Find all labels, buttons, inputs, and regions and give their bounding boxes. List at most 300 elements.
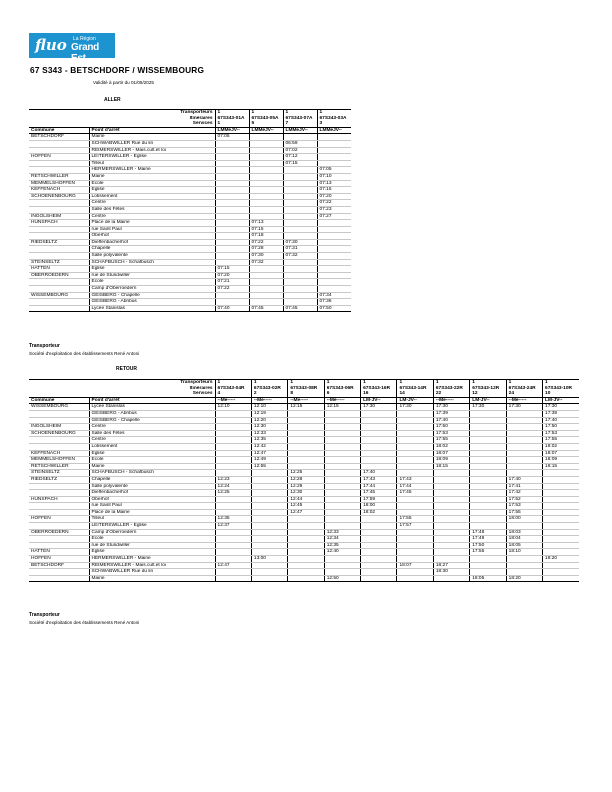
row-time	[506, 562, 542, 569]
row-time	[397, 575, 433, 582]
row-time	[433, 542, 469, 549]
row-commune	[29, 536, 89, 543]
column-header-row	[29, 127, 351, 134]
row-time	[288, 529, 324, 536]
row-commune	[29, 226, 89, 233]
course-transporteur: 1	[361, 380, 397, 386]
course-transporteur: 1	[433, 380, 469, 386]
row-commune	[29, 417, 89, 424]
course-itineraire: 67S343-03A	[317, 116, 351, 122]
column-header-point: Point d'arrêt	[89, 397, 215, 404]
row-time	[283, 180, 317, 187]
course-number: 12	[470, 391, 506, 397]
row-stop: Ecole	[89, 457, 215, 464]
table-row	[29, 253, 351, 260]
row-time	[361, 549, 397, 556]
row-time	[215, 160, 249, 167]
row-time	[283, 134, 317, 141]
table-row	[29, 266, 351, 273]
row-time	[324, 523, 360, 530]
row-time: 18:02	[433, 443, 469, 450]
row-time	[361, 424, 397, 431]
row-time	[543, 536, 579, 543]
row-time: 07:02	[283, 147, 317, 154]
row-time: 18:10	[506, 549, 542, 556]
row-time	[317, 286, 351, 293]
table-row	[29, 549, 579, 556]
table-row	[29, 299, 351, 306]
course-service-days: --Me-----	[506, 397, 542, 404]
row-time	[506, 556, 542, 563]
row-time: 07:31	[283, 246, 317, 253]
row-time	[506, 417, 542, 424]
course-service-days: LM-JV--	[543, 397, 579, 404]
row-commune: OBERROEDERN	[29, 272, 89, 279]
row-time	[317, 279, 351, 286]
row-time	[288, 536, 324, 543]
row-time	[317, 134, 351, 141]
row-time	[470, 430, 506, 437]
row-time	[317, 140, 351, 147]
course-transporteur: 1	[215, 110, 249, 116]
operator-name-retour: Société d'exploitation des établissements René Antoni	[29, 620, 140, 625]
row-stop: rue de Stundwiller	[89, 272, 215, 279]
row-time	[361, 437, 397, 444]
course-number: 14	[397, 391, 433, 397]
row-time	[506, 470, 542, 477]
course-transporteur: 1	[397, 380, 433, 386]
row-time: 07:22	[249, 239, 283, 246]
row-time	[283, 292, 317, 299]
row-time	[215, 292, 249, 299]
row-time: 07:34	[317, 292, 351, 299]
table-row	[29, 437, 579, 444]
row-time	[470, 476, 506, 483]
row-time	[288, 523, 324, 530]
row-time: 17:48	[470, 529, 506, 536]
row-time	[324, 483, 360, 490]
table-row	[29, 509, 579, 516]
row-time	[215, 200, 249, 207]
row-time: 07:15	[249, 226, 283, 233]
row-time: 17:30	[433, 404, 469, 411]
row-time: 12:25	[288, 470, 324, 477]
row-commune	[29, 147, 89, 154]
row-time: 12:44	[288, 496, 324, 503]
row-time	[543, 542, 579, 549]
row-time	[470, 569, 506, 576]
row-time: 18:00	[361, 503, 397, 510]
row-time	[433, 509, 469, 516]
column-header-commune: Commune	[29, 127, 89, 134]
course-service-days: --Me-----	[433, 397, 469, 404]
row-commune	[29, 200, 89, 207]
row-time: 07:23	[317, 206, 351, 213]
row-time	[215, 529, 251, 536]
row-commune	[29, 305, 89, 312]
table-row	[29, 410, 579, 417]
row-time	[283, 187, 317, 194]
row-time	[470, 457, 506, 464]
row-commune	[29, 410, 89, 417]
row-time	[215, 259, 249, 266]
row-time: 18:07	[397, 562, 433, 569]
row-time	[361, 457, 397, 464]
row-time: 07:50	[317, 305, 351, 312]
row-time	[317, 220, 351, 227]
row-time: 12:34	[324, 536, 360, 543]
header-label-transporteurs: Transporteurs	[29, 110, 215, 116]
row-time: 07:27	[317, 213, 351, 220]
row-time: 17:30	[361, 404, 397, 411]
row-time	[249, 266, 283, 273]
course-transporteur: 1	[324, 380, 360, 386]
row-time	[543, 549, 579, 556]
row-time	[215, 536, 251, 543]
row-time	[324, 509, 360, 516]
row-time: 12:45	[288, 503, 324, 510]
row-time	[215, 430, 251, 437]
aller-timetable	[29, 109, 351, 312]
row-time	[361, 463, 397, 470]
validity-date: Validité à partir du 01/09/2025	[93, 80, 154, 85]
row-commune	[29, 483, 89, 490]
row-time	[470, 496, 506, 503]
row-time: 12:55	[251, 463, 287, 470]
row-stop: Ecole	[89, 279, 215, 286]
course-service-days: LMMeJV--	[249, 127, 283, 134]
row-time: 18:00	[506, 516, 542, 523]
row-time	[288, 569, 324, 576]
row-time	[397, 470, 433, 477]
table-row	[29, 536, 579, 543]
row-time	[324, 410, 360, 417]
row-time	[249, 180, 283, 187]
row-time	[397, 424, 433, 431]
fluo-grand-est-logo	[29, 33, 115, 64]
row-time	[543, 509, 579, 516]
row-commune: WISSEMBOURG	[29, 404, 89, 411]
row-time	[361, 410, 397, 417]
row-time	[433, 483, 469, 490]
row-commune: INGOLSHEIM	[29, 424, 89, 431]
row-time	[215, 410, 251, 417]
row-time: 12:47	[215, 562, 251, 569]
row-time: 18:05	[506, 542, 542, 549]
table-row	[29, 463, 579, 470]
row-time: 07:22	[317, 200, 351, 207]
row-time	[215, 206, 249, 213]
course-number: 16	[361, 391, 397, 397]
row-time: 17:39	[433, 410, 469, 417]
row-time: 07:40	[215, 305, 249, 312]
row-time: 17:42	[506, 490, 542, 497]
row-time	[288, 542, 324, 549]
row-time	[361, 542, 397, 549]
row-time	[249, 147, 283, 154]
row-time: 12:30	[288, 490, 324, 497]
row-time	[470, 417, 506, 424]
table-row	[29, 233, 351, 240]
row-time	[283, 233, 317, 240]
row-stop: Chapelle	[89, 246, 215, 253]
row-time	[543, 496, 579, 503]
row-time: 17:43	[361, 476, 397, 483]
row-time	[288, 549, 324, 556]
row-time	[324, 470, 360, 477]
row-time	[215, 213, 249, 220]
row-time	[470, 503, 506, 510]
table-row	[29, 516, 579, 523]
row-time	[283, 220, 317, 227]
row-time: 17:40	[361, 470, 397, 477]
table-row	[29, 523, 579, 530]
row-stop: Mairie	[89, 173, 215, 180]
row-time	[324, 450, 360, 457]
row-stop: Lycée Stanislas	[89, 305, 215, 312]
row-stop: HERMERSWILLER - Mairie	[89, 556, 215, 563]
row-time	[361, 536, 397, 543]
row-stop: GEISBERG - Chapelle	[89, 417, 215, 424]
table-row	[29, 206, 351, 213]
row-time: 17:30	[470, 404, 506, 411]
row-time	[324, 503, 360, 510]
course-service-days: LMMeJV--	[283, 127, 317, 134]
row-time	[215, 496, 251, 503]
row-commune: HATTEN	[29, 266, 89, 273]
course-itineraire: 67S343-10R	[543, 386, 579, 392]
column-header-row	[29, 397, 579, 404]
row-stop: Dieffenbacherhof	[89, 490, 215, 497]
table-row	[29, 187, 351, 194]
table-row	[29, 220, 351, 227]
row-time	[251, 529, 287, 536]
row-time	[324, 490, 360, 497]
row-time: 12:20	[251, 417, 287, 424]
row-time	[506, 457, 542, 464]
logo-region-big: Grand Est	[71, 42, 99, 64]
row-time	[251, 503, 287, 510]
row-time	[397, 503, 433, 510]
row-time	[543, 523, 579, 530]
course-transporteur: 1	[215, 380, 251, 386]
row-commune	[29, 160, 89, 167]
row-time: 07:21	[215, 279, 249, 286]
row-commune: RETSCHWILLER	[29, 173, 89, 180]
row-stop: Ecole	[89, 536, 215, 543]
table-row	[29, 286, 351, 293]
row-time	[249, 134, 283, 141]
row-stop: Lotissement	[89, 443, 215, 450]
course-number: 3	[317, 121, 351, 127]
row-time: 12:23	[215, 476, 251, 483]
row-time	[249, 187, 283, 194]
row-stop: REIMERSWILLER - Mais.cult.et loi	[89, 562, 215, 569]
row-time	[251, 483, 287, 490]
row-time	[324, 417, 360, 424]
row-time	[251, 523, 287, 530]
row-commune: SCHOENENBOURG	[29, 430, 89, 437]
row-time	[397, 437, 433, 444]
row-stop: Dieffenbacherhof	[89, 239, 215, 246]
row-stop: Centre	[89, 200, 215, 207]
row-time	[543, 516, 579, 523]
course-itineraire: 67S343-22R	[433, 386, 469, 392]
row-time: 18:20	[506, 575, 542, 582]
row-commune: SCHOENENBOURG	[29, 193, 89, 200]
row-time	[470, 443, 506, 450]
row-time: 07:30	[283, 239, 317, 246]
row-time	[543, 483, 579, 490]
row-time	[288, 556, 324, 563]
row-commune: INGOLSHEIM	[29, 213, 89, 220]
row-stop: LEITERSWILLER - Eglise	[89, 523, 215, 530]
table-row	[29, 140, 351, 147]
course-service-days: LM-JV--	[397, 397, 433, 404]
table-row	[29, 279, 351, 286]
row-time	[433, 529, 469, 536]
row-commune	[29, 503, 89, 510]
row-time: 18:09	[433, 457, 469, 464]
row-commune: MEMMELSHOFFEN	[29, 457, 89, 464]
row-stop: Eglise	[89, 266, 215, 273]
row-time: 07:12	[283, 154, 317, 161]
row-commune: RIEDSELTZ	[29, 239, 89, 246]
row-time	[397, 556, 433, 563]
row-stop: Camp d'Oberroedern	[89, 529, 215, 536]
course-number: 2	[251, 391, 287, 397]
row-stop: Oberhof	[89, 233, 215, 240]
row-stop: Eglise	[89, 187, 215, 194]
row-stop: Salle des Fêtes	[89, 430, 215, 437]
row-time	[543, 529, 579, 536]
row-time	[288, 463, 324, 470]
table-row	[29, 470, 579, 477]
row-time	[283, 226, 317, 233]
course-service-days: --Me-----	[215, 397, 251, 404]
row-time	[215, 437, 251, 444]
course-service-days: LMMeJV--	[215, 127, 249, 134]
row-stop: LEITERSWILLER - Eglise	[89, 154, 215, 161]
row-time: 17:50	[433, 424, 469, 431]
row-time	[251, 470, 287, 477]
row-time	[215, 173, 249, 180]
row-stop: GEISBERG - Abribus	[89, 410, 215, 417]
row-time	[506, 410, 542, 417]
row-time: 17:44	[361, 483, 397, 490]
row-time	[249, 160, 283, 167]
header-label-services: Services	[192, 121, 213, 127]
row-time	[397, 450, 433, 457]
row-commune: MEMMELSHOFFEN	[29, 180, 89, 187]
row-time	[397, 430, 433, 437]
row-commune: HOFFEN	[29, 556, 89, 563]
row-time	[543, 503, 579, 510]
course-transporteur: 1	[251, 380, 287, 386]
row-time	[251, 575, 287, 582]
row-time	[506, 437, 542, 444]
row-time	[433, 470, 469, 477]
row-time	[470, 450, 506, 457]
row-time: 07:32	[283, 253, 317, 260]
row-commune	[29, 523, 89, 530]
row-time: 12:42	[251, 443, 287, 450]
course-number: 1	[215, 121, 249, 127]
row-stop: Lycée Stanislas	[89, 404, 215, 411]
table-row	[29, 575, 579, 582]
row-time	[324, 437, 360, 444]
row-time	[288, 457, 324, 464]
row-commune: BETSCHDORF	[29, 562, 89, 569]
row-time	[215, 140, 249, 147]
row-stop: Mairie	[89, 575, 215, 582]
row-time: 17:44	[397, 483, 433, 490]
row-time: 18:02	[543, 443, 579, 450]
row-time	[470, 410, 506, 417]
table-row	[29, 424, 579, 431]
row-time	[288, 443, 324, 450]
row-time	[249, 292, 283, 299]
row-stop: Eglise	[89, 549, 215, 556]
row-time	[397, 443, 433, 450]
row-time: 18:27	[433, 562, 469, 569]
row-commune: HUNSPACH	[29, 496, 89, 503]
row-time	[251, 562, 287, 569]
row-time	[361, 430, 397, 437]
row-time	[361, 562, 397, 569]
table-row	[29, 430, 579, 437]
row-time	[543, 470, 579, 477]
course-itineraire: 67S343-06R	[324, 386, 360, 392]
row-time	[283, 213, 317, 220]
row-time	[215, 253, 249, 260]
row-time	[249, 272, 283, 279]
row-time	[470, 562, 506, 569]
row-time	[215, 299, 249, 306]
row-time: 17:40	[543, 417, 579, 424]
row-time	[288, 516, 324, 523]
row-time	[288, 562, 324, 569]
row-time	[361, 523, 397, 530]
row-stop: Camp d'Oberroedern	[89, 286, 215, 293]
row-time	[506, 463, 542, 470]
course-transporteur: 1	[288, 380, 324, 386]
row-time	[215, 549, 251, 556]
row-time	[361, 575, 397, 582]
row-time	[251, 542, 287, 549]
row-time	[470, 509, 506, 516]
row-commune: HOFFEN	[29, 516, 89, 523]
table-row	[29, 160, 351, 167]
row-time: 07:13	[249, 220, 283, 227]
row-time	[288, 450, 324, 457]
row-time	[543, 575, 579, 582]
course-service-days: --Me-----	[288, 397, 324, 404]
row-commune: BETSCHDORF	[29, 134, 89, 141]
row-stop: SCHWABWILLER Rue du lin	[89, 140, 215, 147]
row-time: 13:00	[251, 556, 287, 563]
row-time	[317, 233, 351, 240]
row-time	[433, 516, 469, 523]
row-commune: KEFFENACH	[29, 187, 89, 194]
row-time	[324, 516, 360, 523]
row-time	[506, 450, 542, 457]
row-time	[433, 556, 469, 563]
row-time	[361, 529, 397, 536]
row-time: 12:37	[215, 523, 251, 530]
row-commune	[29, 279, 89, 286]
row-time	[283, 259, 317, 266]
